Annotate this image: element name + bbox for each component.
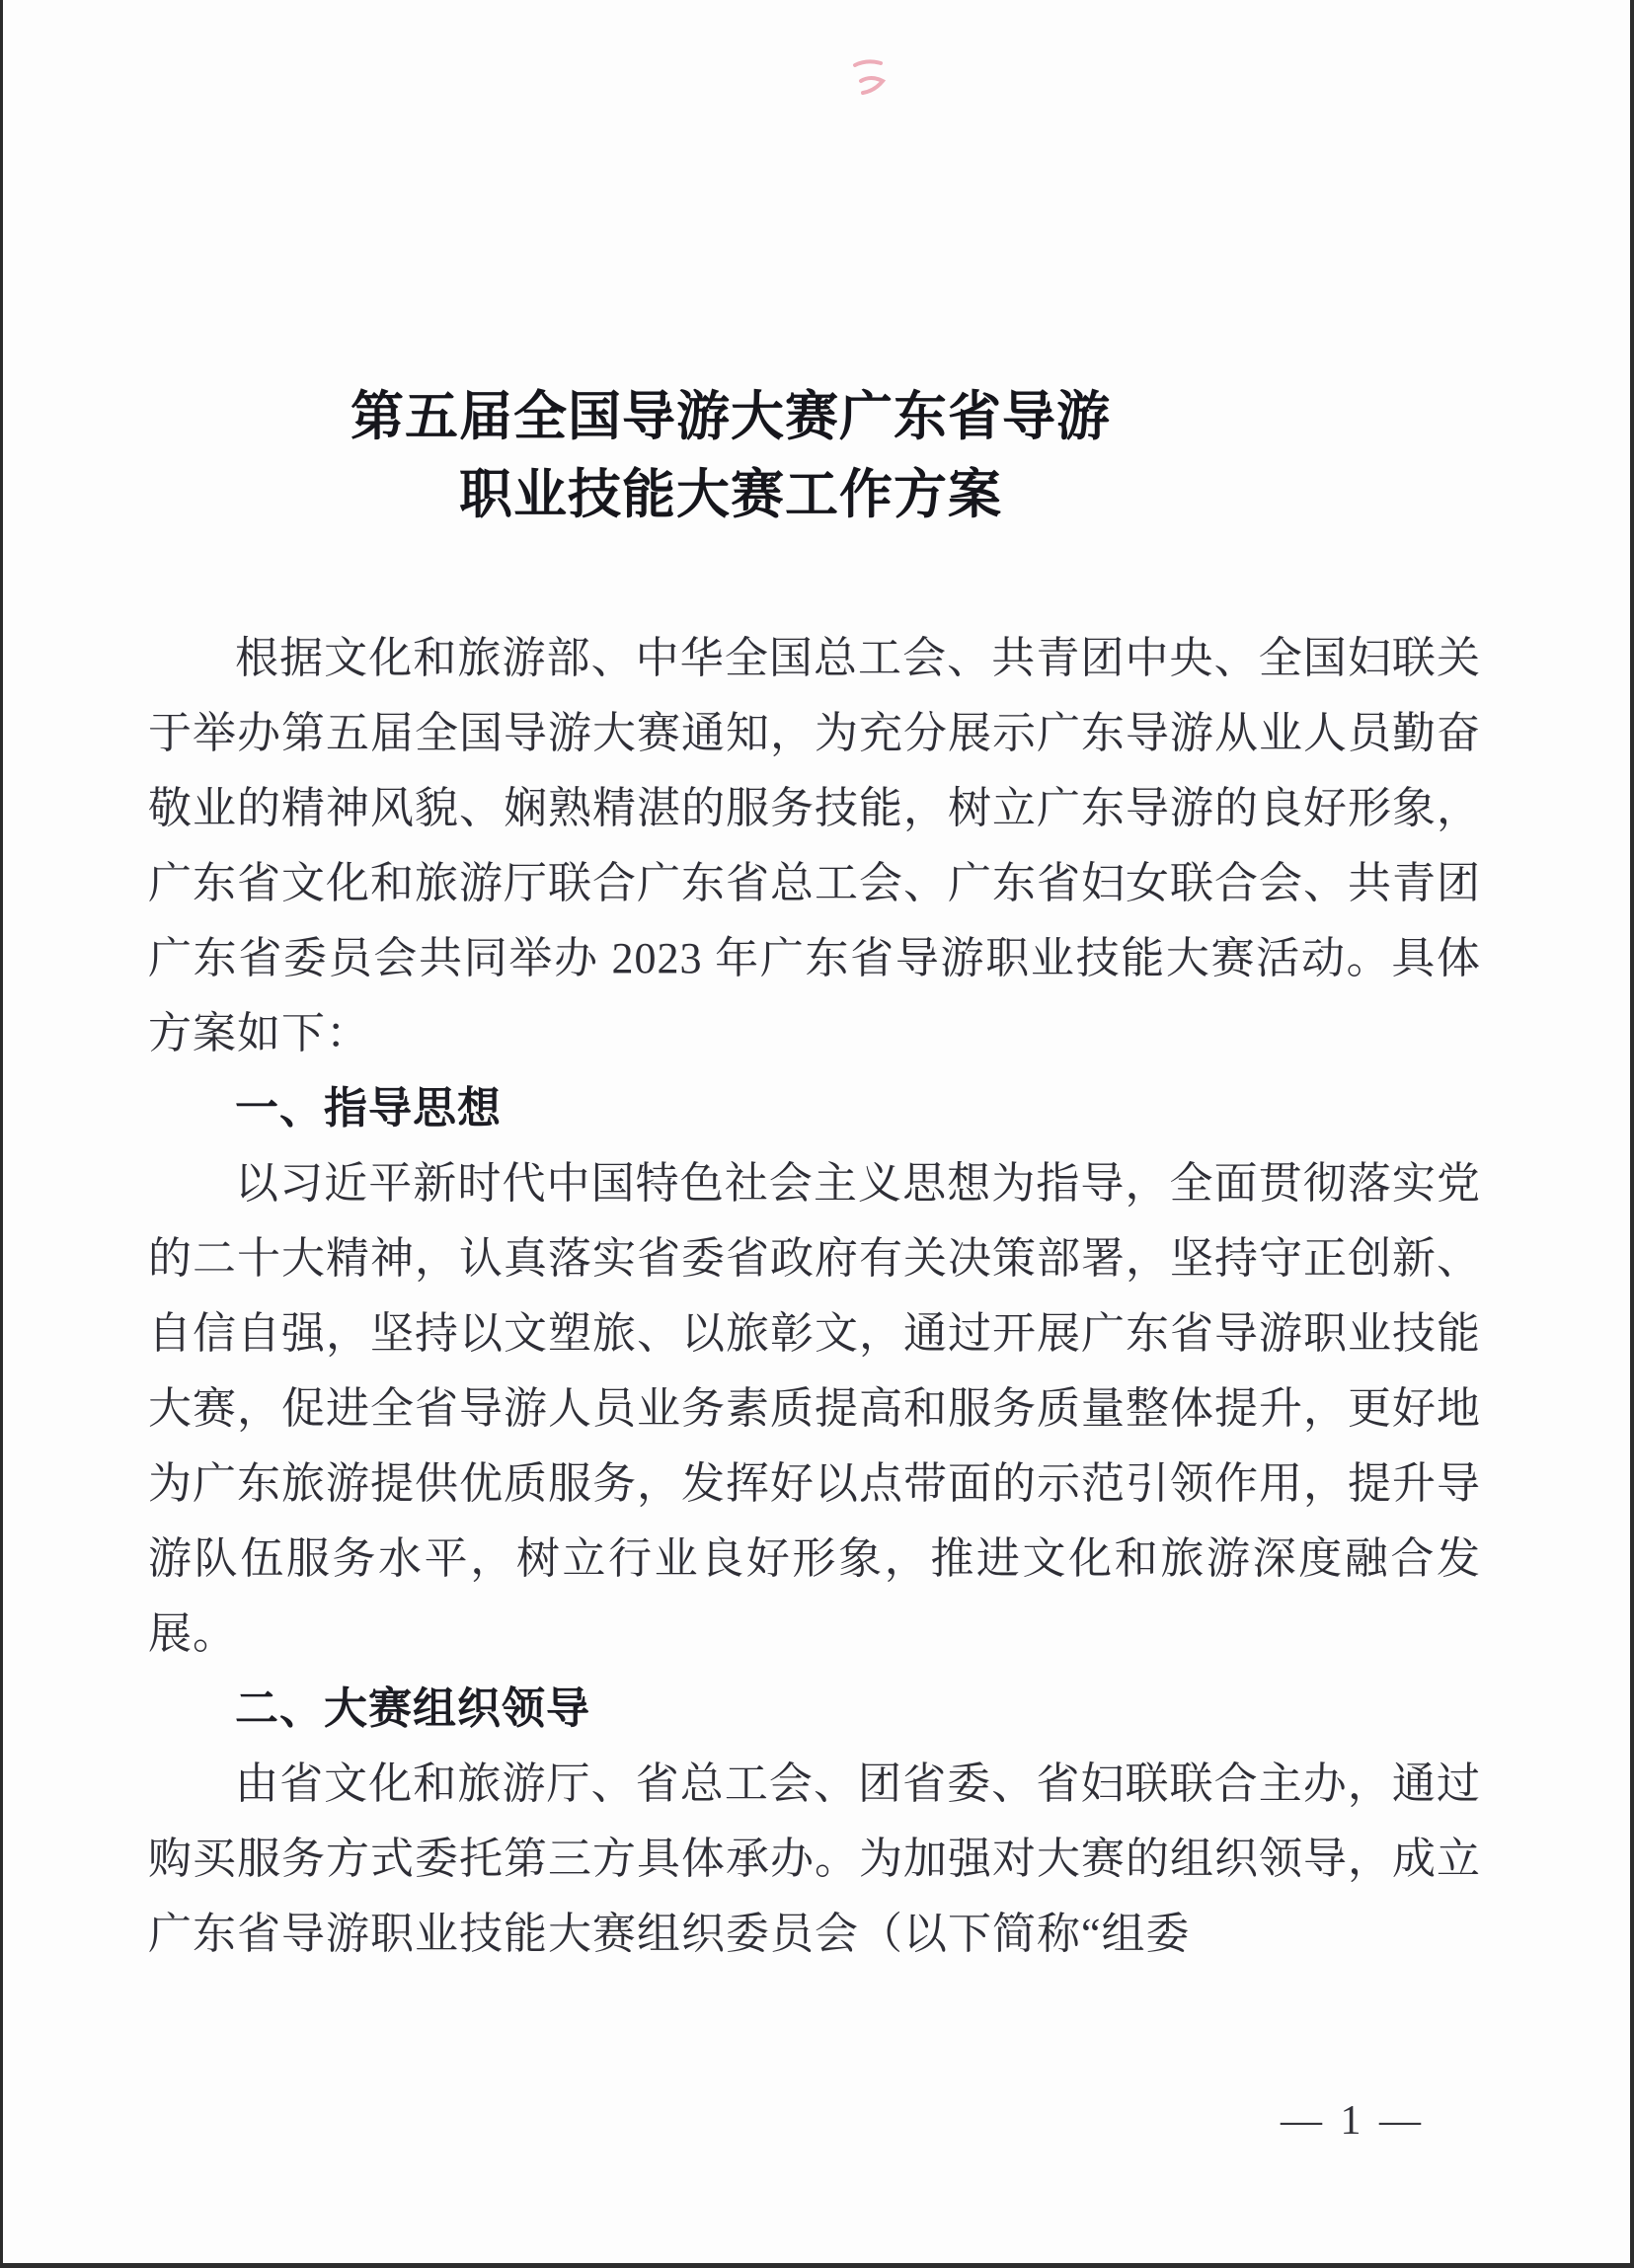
scan-edge-right <box>1630 0 1634 2268</box>
section-1-paragraph: 以习近平新时代中国特色社会主义思想为指导，全面贯彻落实党的二十大精神，认真落实省委省政府有关决策部署，坚持守正创新、自信自强，坚持以文塑旅、以旅彰文，通过开展广东省导游职业技能大赛，促进全省导游人员业务素质提高和服务质量整体提升，更好地为广东旅游提供优质服务，发挥好以点带面的示范引领作用，提升导游队伍服务水平，树立行业良好形象，推进文化和旅游深度融合发展。 <box>148 1159 1481 1658</box>
scan-edge-left <box>0 0 3 2268</box>
scan-edge-bottom <box>0 2263 1634 2268</box>
red-pen-mark-icon <box>847 51 893 103</box>
section-heading-2: 二、大赛组织领导 <box>235 1684 590 1733</box>
title-line-2: 职业技能大赛工作方案 <box>459 465 1002 524</box>
title-line-1: 第五届全国导游大赛广东省导游 <box>350 387 1111 446</box>
section-heading-1: 一、指导思想 <box>235 1084 502 1133</box>
section-2-paragraph: 由省文化和旅游厅、省总工会、团省委、省妇联联合主办，通过购买服务方式委托第三方具体承办。为加强对大赛的组织领导，成立广东省导游职业技能大赛组织委员会（以下简称“组委 <box>148 1760 1481 1958</box>
page-number: — 1 — <box>1281 2098 1425 2144</box>
document-title <box>148 378 1313 534</box>
intro-paragraph: 根据文化和旅游部、中华全国总工会、共青团中央、全国妇联关于举办第五届全国导游大赛通知，为充分展示广东导游从业人员勤奋敬业的精神风貌、娴熟精湛的服务技能，树立广东导游的良好形象，广东省文化和旅游厅联合广东省总工会、广东省妇女联合会、共青团广东省委员会共同举办 2023 年广东省导游职业技能大赛活动。具体方案如下： <box>148 634 1481 1057</box>
